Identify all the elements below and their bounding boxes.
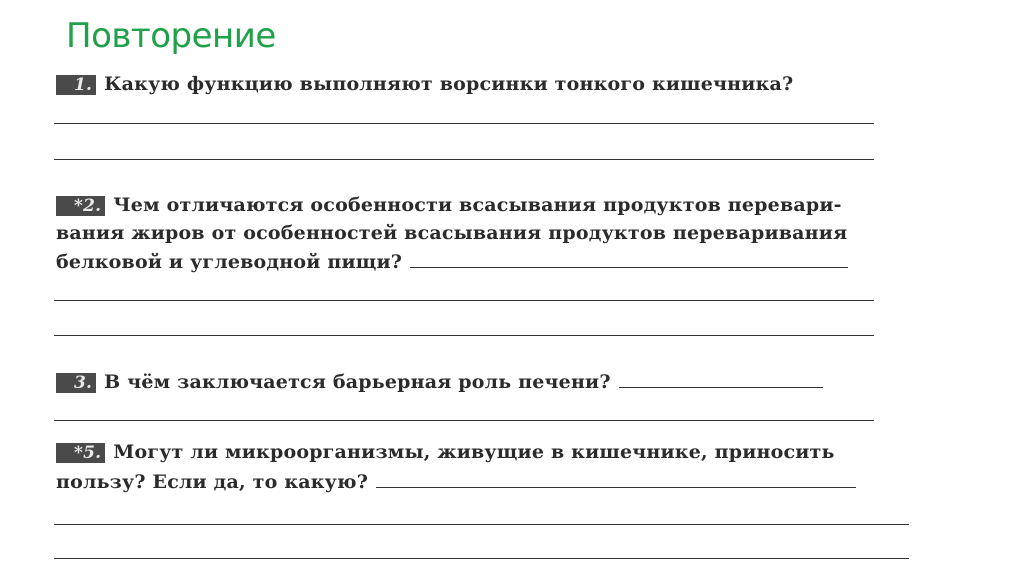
question-number: *2. [56,196,105,216]
question-text: вания жиров от особенностей всасывания продуктов переваривания [56,222,848,244]
answer-line[interactable] [54,123,874,124]
slide-title: Повторение [66,16,276,56]
question-1 [56,72,793,96]
question-text: В чём заключается барьерная роль печени? [104,371,611,393]
answer-line[interactable] [410,267,848,268]
answer-line[interactable] [54,159,874,160]
question-2-line-1 [56,193,842,217]
answer-line[interactable] [54,300,874,301]
question-text: белковой и углеводной пищи? [56,251,403,273]
question-text: Чем отличаются особенности всасывания продуктов перевари- [113,194,842,216]
question-number: *5. [56,443,105,463]
answer-line[interactable] [619,387,823,388]
answer-line[interactable] [54,524,909,525]
answer-line[interactable] [54,335,874,336]
answer-line[interactable] [376,487,856,488]
question-text: Могут ли микроорганизмы, живущие в кишечнике, приносить [113,441,835,463]
question-3 [56,370,823,394]
question-number: 1. [56,75,96,95]
answer-line[interactable] [54,558,909,559]
worksheet-scan [44,62,924,570]
question-5-line-1 [56,440,835,464]
question-text: пользу? Если да, то какую? [56,471,369,493]
answer-line[interactable] [54,420,874,421]
question-number: 3. [56,373,96,393]
question-2-line-3 [56,250,848,274]
question-2-line-2 [56,221,847,245]
question-text: Какую функцию выполняют ворсинки тонкого кишечника? [104,73,794,95]
question-5-line-2 [56,470,856,494]
